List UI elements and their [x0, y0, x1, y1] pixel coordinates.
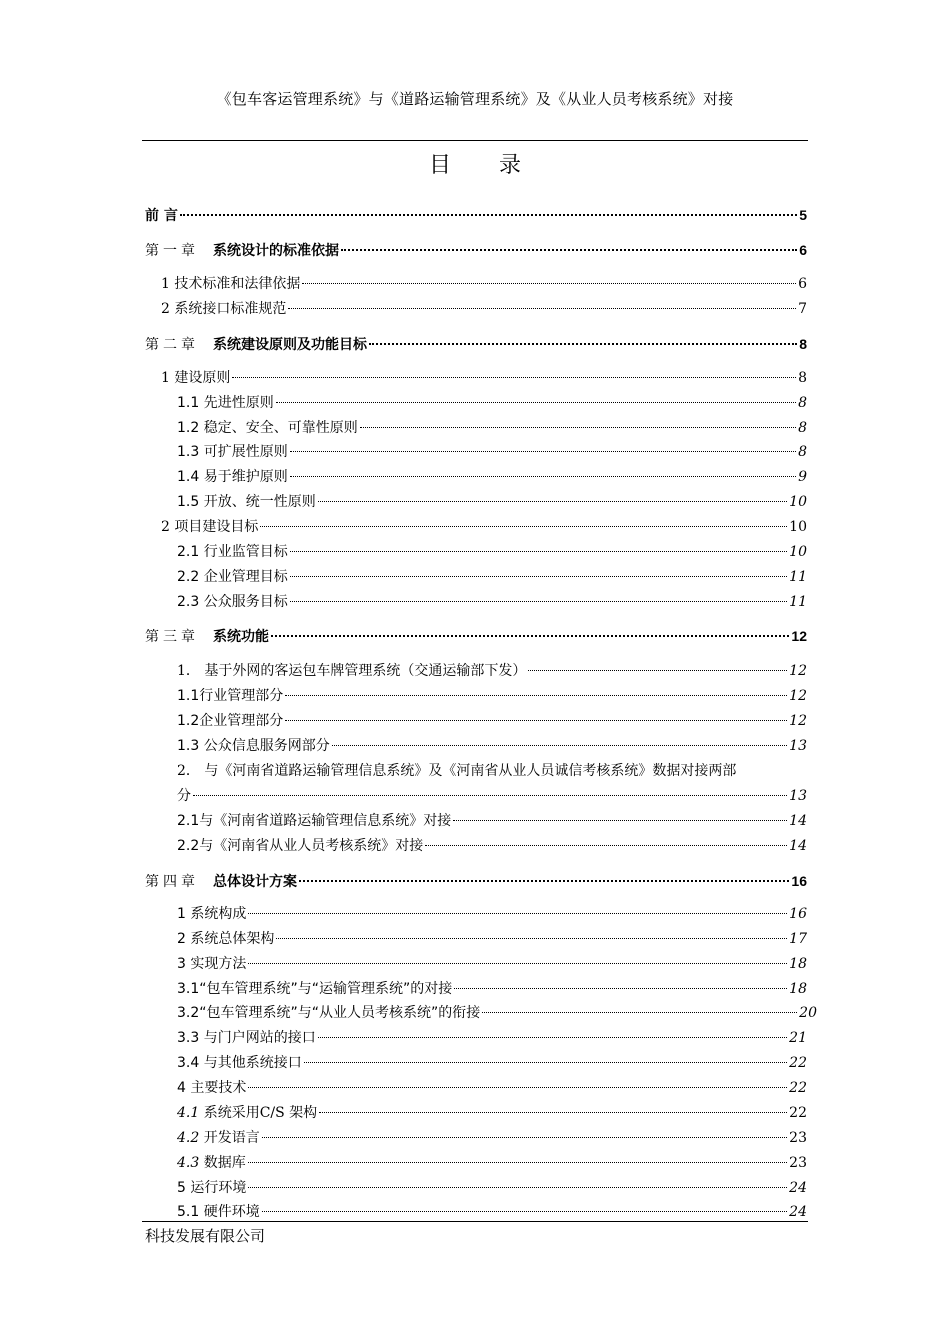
leader-dots: [290, 601, 787, 602]
leader-dots: [262, 1137, 787, 1138]
leader-dots: [360, 427, 796, 428]
toc-entry-label: 4 主要技术: [177, 1080, 247, 1096]
toc-entry-label: 1． 基于外网的客运包车牌管理系统（交通运输部下发）: [177, 663, 527, 679]
toc-entry-label: 1.5 开放、统一性原则: [177, 494, 316, 510]
chapter-prefix: 第三章: [145, 629, 199, 645]
toc-entry-4-5-1[interactable]: [177, 1202, 807, 1222]
toc-entry-label: 5.1 硬件环境: [177, 1204, 260, 1220]
leader-dots: [248, 913, 787, 914]
toc-entry-page: 14: [789, 838, 807, 854]
toc-entry-2-2[interactable]: [161, 517, 807, 537]
leader-dots: [482, 1012, 797, 1013]
toc-entry-page: 22: [789, 1055, 807, 1071]
toc-entry-label: 1.1 先进性原则: [177, 395, 274, 411]
toc-entry-4-4[interactable]: [177, 1078, 807, 1098]
toc-entry-label: 系统采用C/S 架构: [199, 1105, 318, 1121]
leader-dots: [369, 343, 797, 345]
leader-dots: [332, 745, 787, 746]
footer-rule: [142, 1221, 808, 1222]
toc-entry-3-1-1[interactable]: [177, 686, 807, 706]
toc-entry-label: 3.4 与其他系统接口: [177, 1055, 302, 1071]
toc-entry-4-5[interactable]: [177, 1178, 807, 1198]
toc-entry-page: 16: [791, 873, 807, 889]
toc-entry-2-1[interactable]: [161, 368, 807, 388]
toc-entry-page: 8: [798, 370, 807, 386]
leader-dots: [285, 720, 787, 721]
chapter-title: 总体设计方案: [213, 874, 297, 890]
toc-entry-4-4-1[interactable]: [177, 1103, 807, 1123]
toc-entry-4-3-4[interactable]: [177, 1053, 807, 1073]
toc-entry-4-3[interactable]: [177, 954, 807, 974]
toc-entry-label: 1.1行业管理部分: [177, 688, 284, 704]
toc-entry-label: 3.2“包车管理系统”与“从业人员考核系统”的衔接: [177, 1005, 481, 1021]
running-header: 《包车客运管理系统》与《道路运输管理系统》及《从业人员考核系统》对接: [216, 90, 734, 108]
toc-entry-3-1-2[interactable]: [177, 711, 807, 731]
toc-entry-1-1[interactable]: [161, 274, 807, 294]
toc-entry-label: 1.3 可扩展性原则: [177, 444, 288, 460]
toc-entry-label: 1.2 稳定、安全、可靠性原则: [177, 420, 358, 436]
toc-entry-page: 24: [789, 1204, 807, 1220]
toc-title: 目录: [428, 153, 569, 178]
leader-dots: [319, 1112, 787, 1113]
toc-entry-label: 2.2与《河南省从业人员考核系统》对接: [177, 838, 424, 854]
toc-entry-label: 3.3 与门户网站的接口: [177, 1030, 316, 1046]
leader-dots: [248, 1087, 787, 1088]
toc-entry-page: 21: [789, 1030, 807, 1046]
toc-entry-page: 14: [789, 813, 807, 829]
toc-entry-3-2-line1[interactable]: 2． 与《河南省道路运输管理信息系统》及《河南省从业人员诚信考核系统》数据对接两部: [177, 763, 737, 779]
toc-entry-page: 12: [789, 688, 807, 704]
toc-entry-label: 前 言: [145, 208, 178, 224]
chapter-title: 系统设计的标准依据: [213, 243, 339, 259]
leader-dots: [341, 249, 797, 251]
toc-entry-label: 1 技术标准和法律依据: [161, 276, 301, 292]
toc-entry-page: 12: [789, 713, 807, 729]
leader-dots: [180, 214, 797, 216]
toc-entry-page: 18: [789, 981, 807, 997]
leader-dots: [318, 1037, 787, 1038]
leader-dots: [248, 1162, 787, 1163]
toc-entry-page: 13: [789, 788, 807, 804]
toc-entry-page: 24: [789, 1180, 807, 1196]
toc-entry-number: 4.2: [177, 1130, 200, 1146]
toc-entry-2-1-3[interactable]: [177, 442, 807, 462]
toc-entry-page: 17: [789, 931, 807, 947]
toc-entry-page: 9: [798, 469, 807, 485]
toc-entry-page: 22: [789, 1105, 807, 1121]
toc-entry-label: 2 项目建设目标: [161, 519, 259, 535]
toc-entry-preface[interactable]: [145, 205, 807, 225]
toc-entry-label: 1.4 易于维护原则: [177, 469, 288, 485]
toc-entry-label: 5 运行环境: [177, 1180, 247, 1196]
leader-dots: [302, 283, 796, 284]
toc-entry-page: 8: [798, 420, 807, 436]
chapter-title: 系统建设原则及功能目标: [213, 337, 367, 353]
leader-dots: [304, 1062, 787, 1063]
toc-chapter-1[interactable]: [145, 240, 807, 260]
toc-entry-page: 12: [791, 628, 807, 644]
toc-entry-label: 2.1 行业监管目标: [177, 544, 288, 560]
toc-entry-page: 6: [798, 276, 807, 292]
toc-chapter-3[interactable]: [145, 626, 807, 646]
leader-dots: [290, 451, 796, 452]
toc-entry-page: 20: [799, 1005, 817, 1021]
toc-entry-4-3-3[interactable]: [177, 1028, 807, 1048]
toc-entry-2-1-5[interactable]: [177, 492, 807, 512]
toc-entry-3-1[interactable]: [177, 661, 807, 681]
toc-entry-page: 10: [789, 544, 807, 560]
toc-entry-2-1-2[interactable]: [177, 418, 807, 438]
leader-dots: [260, 526, 787, 527]
toc-entry-3-2-2[interactable]: [177, 836, 807, 856]
toc-entry-4-4-3[interactable]: [177, 1153, 807, 1173]
leader-dots: [276, 938, 787, 939]
toc-entry-4-3-1[interactable]: [177, 979, 807, 999]
running-footer: 科技发展有限公司: [145, 1227, 266, 1245]
toc-entry-1-2[interactable]: [161, 299, 807, 319]
leader-dots: [248, 963, 787, 964]
toc-entry-label: 1.2企业管理部分: [177, 713, 284, 729]
toc-entry-4-4-2[interactable]: [177, 1128, 807, 1148]
leader-dots: [528, 670, 787, 671]
leader-dots: [232, 377, 796, 378]
toc-entry-label: 3.1“包车管理系统”与“运输管理系统”的对接: [177, 981, 453, 997]
toc-entry-2-1-4[interactable]: [177, 467, 807, 487]
toc-entry-label: 2.2 企业管理目标: [177, 569, 288, 585]
toc-entry-page: 6: [799, 242, 807, 258]
toc-chapter-2[interactable]: [145, 334, 807, 354]
toc-entry-3-2-1[interactable]: [177, 811, 807, 831]
toc-entry-label: 3 实现方法: [177, 956, 247, 972]
toc-entry-page: 7: [798, 301, 807, 317]
leader-dots: [262, 1211, 787, 1212]
toc-entry-label: 数据库: [199, 1155, 246, 1171]
leader-dots: [288, 308, 796, 309]
leader-dots: [453, 820, 787, 821]
toc-entry-page: 8: [798, 395, 807, 411]
leader-dots: [318, 501, 787, 502]
toc-entry-page: 11: [789, 569, 807, 585]
chapter-prefix: 第一章: [145, 243, 199, 259]
toc-entry-label: 1 建设原则: [161, 370, 231, 386]
toc-entry-number: 4.1: [177, 1105, 200, 1121]
toc-entry-4-2[interactable]: [177, 929, 807, 949]
leader-dots: [193, 795, 787, 796]
toc-entry-page: 10: [789, 494, 807, 510]
leader-dots: [248, 1187, 787, 1188]
toc-entry-page: 22: [789, 1080, 807, 1096]
toc-entry-label: 1 系统构成: [177, 906, 247, 922]
toc-entry-3-2[interactable]: [177, 786, 807, 806]
toc-entry-page: 10: [789, 519, 807, 535]
toc-entry-page: 12: [789, 663, 807, 679]
toc-entry-4-3-2[interactable]: [177, 1003, 817, 1023]
toc-entry-3-1-3[interactable]: [177, 736, 807, 756]
chapter-prefix: 第二章: [145, 337, 199, 353]
toc-entry-page: 23: [789, 1155, 807, 1171]
toc-entry-label: 2 系统总体架构: [177, 931, 275, 947]
toc-entry-page: 13: [789, 738, 807, 754]
leader-dots: [425, 845, 787, 846]
leader-dots: [290, 576, 787, 577]
toc-entry-label: 开发语言: [199, 1130, 260, 1146]
toc-entry-page: 5: [799, 207, 807, 223]
leader-dots: [290, 551, 787, 552]
leader-dots: [271, 635, 789, 637]
leader-dots: [290, 476, 796, 477]
toc-entry-label: 1.3 公众信息服务网部分: [177, 738, 330, 754]
chapter-prefix: 第四章: [145, 874, 199, 890]
toc-entry-page: 18: [789, 956, 807, 972]
leader-dots: [454, 988, 787, 989]
toc-entry-page: 8: [798, 444, 807, 460]
toc-entry-4-1[interactable]: [177, 904, 807, 924]
toc-entry-label: 2 系统接口标准规范: [161, 301, 287, 317]
toc-entry-2-1-1[interactable]: [177, 393, 807, 413]
toc-entry-page: 11: [789, 594, 807, 610]
toc-entry-2-2-3[interactable]: [177, 592, 807, 612]
leader-dots: [276, 402, 796, 403]
toc-entry-page: 23: [789, 1130, 807, 1146]
toc-entry-2-2-2[interactable]: [177, 567, 807, 587]
toc-entry-number: 4.3: [177, 1155, 200, 1171]
toc-entry-label: 分: [177, 788, 191, 804]
toc-entry-page: 16: [789, 906, 807, 922]
toc-entry-2-2-1[interactable]: [177, 542, 807, 562]
toc-entry-label: 2.3 公众服务目标: [177, 594, 288, 610]
toc-entry-label: 2.1与《河南省道路运输管理信息系统》对接: [177, 813, 452, 829]
chapter-title: 系统功能: [213, 629, 269, 645]
toc-chapter-4[interactable]: [145, 871, 807, 891]
leader-dots: [285, 695, 787, 696]
leader-dots: [299, 880, 789, 882]
toc-entry-page: 8: [799, 336, 807, 352]
